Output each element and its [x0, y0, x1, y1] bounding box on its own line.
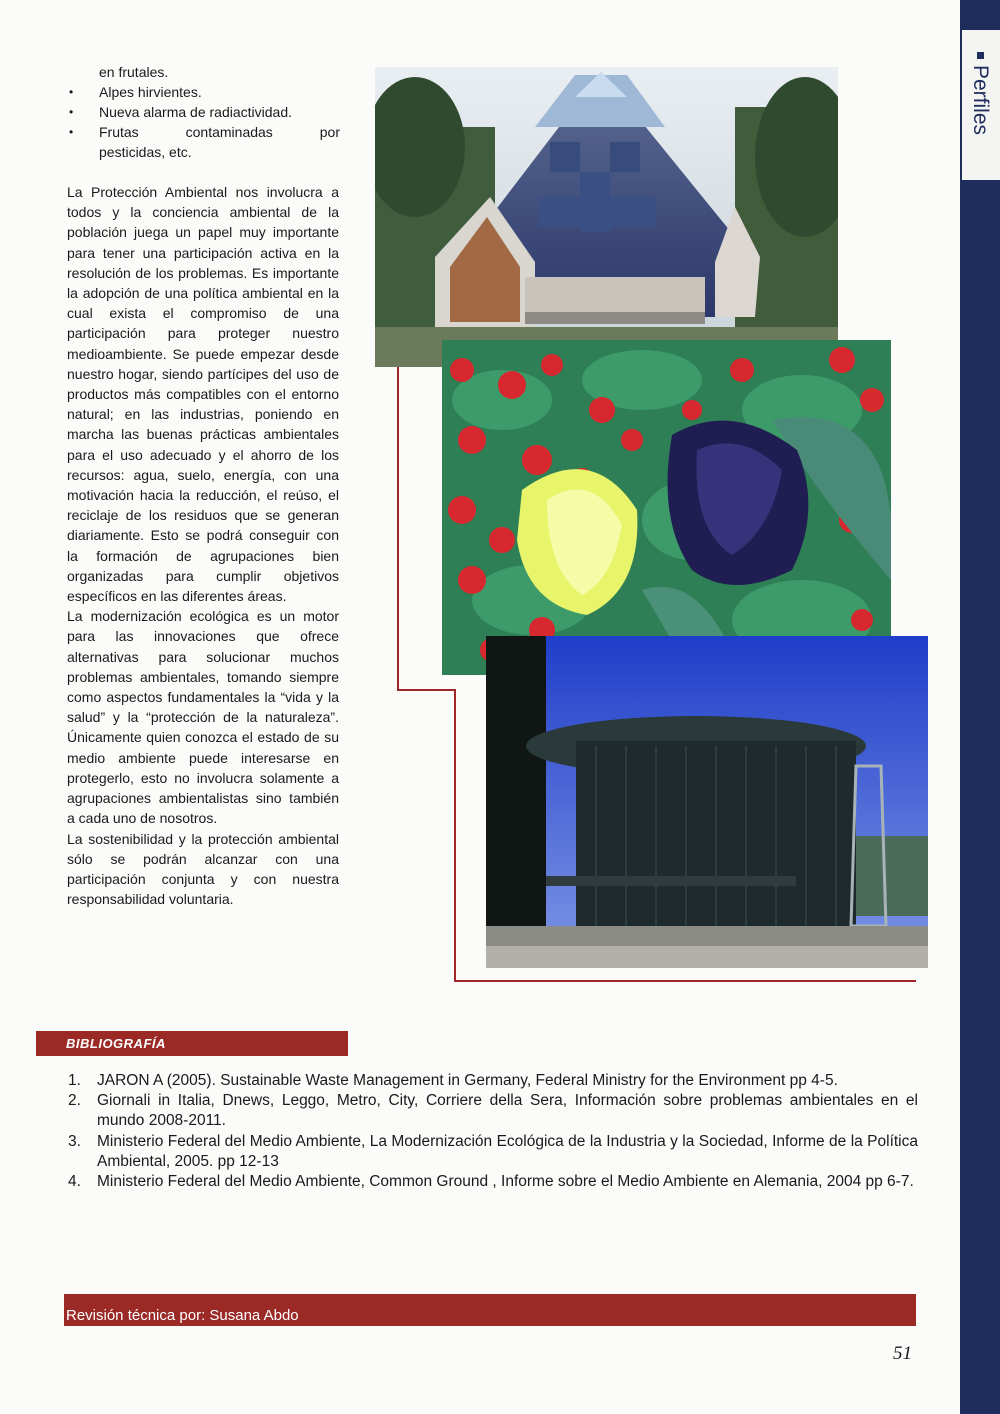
frame-line — [454, 980, 916, 982]
bibliography-header: BIBLIOGRAFÍA — [36, 1031, 348, 1056]
paragraph: La modernización ecológica es un motor para las innovaciones que ofrece alternativas para solucionar muchos problemas ambientales, tomando siempre como aspectos fundamentales la “vida y la salud” y la “protección de la naturaleza”. Únicamente quien conozca el estado de su medio ambiente puede interesarse en protegerlo, esto no involucra solamente a agrupaciones ambientalistas sino también a cada uno de nosotros. — [67, 608, 339, 827]
body-text — [67, 182, 339, 909]
side-tab-top — [962, 0, 1000, 30]
item-text: Ministerio Federal del Medio Ambiente, La Modernización Ecológica de la Industria y la Sociedad, Informe de la Política Ambiental, 2005. pp 12-13 — [97, 1132, 918, 1170]
page-number: 51 — [893, 1343, 912, 1364]
bibliography-item — [60, 1071, 918, 1091]
section-label — [958, 52, 1000, 172]
paragraph: La Protección Ambiental nos involucra a todos y la conciencia ambiental de la población juega un papel muy importante para tener una participación activa en la resolución de los problemas. Es importante la adopción de una política ambiental en la cual exista el compromiso de una participación para proteger nuestro medioambiente. Se puede empezar desde nuestro hogar, siendo partícipes del uso de productos más compatibles con el entorno natural; en las industrias, poniendo en marcha las buenas prácticas ambientales para el uso adecuado y el ahorro de los recursos: agua, suelo, energía, con una motivación hacia la reducción, el reúso, el reciclaje de los residuos que se generan diariamente. Esto se podrá conseguir con la formación de agrupaciones bien organizadas para cumplir objetivos específicos en las diferentes áreas. — [67, 184, 339, 605]
bibliography-item — [60, 1172, 918, 1192]
bibliography-item — [60, 1091, 918, 1131]
bullet-list — [64, 62, 340, 162]
frame-line — [397, 689, 455, 691]
section-label-text: Perfiles — [969, 65, 992, 136]
square-bullet-icon — [977, 52, 984, 59]
frame-line — [397, 360, 399, 690]
bullet-item: • Nueva alarma de radiactividad. — [64, 102, 340, 122]
bibliography-item — [60, 1132, 918, 1172]
item-text: JARON A (2005). Sustainable Waste Management in Germany, Federal Ministry for the Environment pp 4-5. — [97, 1072, 838, 1089]
item-text: Giornali in Italia, Dnews, Leggo, Metro, City, Corriere della Sera, Información sobre problemas ambientales en el mundo 2008-2011. — [97, 1092, 918, 1130]
bullet-item: • Frutas contaminadas por — [64, 122, 340, 142]
photo-pyramid-house — [375, 67, 838, 367]
photo-biogas-tank — [486, 636, 928, 968]
item-number: 4. — [68, 1173, 81, 1191]
bullet-item: en frutales. — [99, 64, 169, 80]
item-number: 1. — [68, 1072, 81, 1089]
paragraph: La sostenibilidad y la protección ambiental sólo se podrán alcanzar con una participación conjunta y con nuestra responsabilidad voluntaria. — [67, 830, 339, 908]
item-number: 2. — [68, 1092, 81, 1110]
item-number: 3. — [68, 1132, 81, 1150]
side-band — [960, 0, 1000, 1414]
bullet-item: pesticidas, etc. — [99, 144, 192, 160]
review-bar: Revisión técnica por: Susana Abdo — [64, 1294, 916, 1326]
bibliography-list — [60, 1071, 918, 1192]
photo-tulips — [442, 340, 891, 675]
frame-line — [454, 689, 456, 981]
bullet-item: • Alpes hirvientes. — [64, 82, 340, 102]
item-text: Ministerio Federal del Medio Ambiente, Common Ground , Informe sobre el Medio Ambiente en Alemania, 2004 pp 6-7. — [97, 1173, 914, 1191]
